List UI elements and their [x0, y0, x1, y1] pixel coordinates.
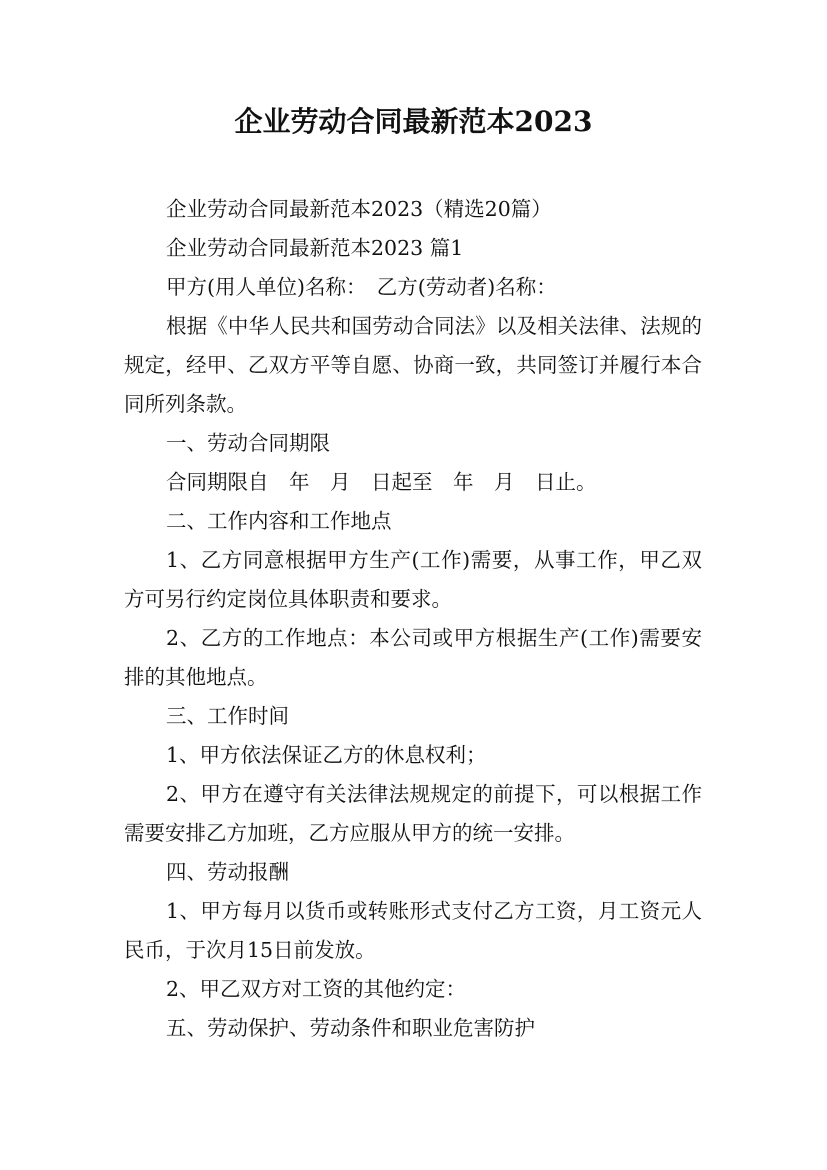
paragraph-party-names: 甲方(用人单位)名称： 乙方(劳动者)名称： [166, 275, 557, 299]
heading-work-time: 三、工作时间 [166, 704, 290, 728]
heading-work-content: 二、工作内容和工作地点 [166, 509, 392, 533]
paragraph-section-heading: 企业劳动合同最新范本2023 篇1 [166, 236, 464, 260]
heading-labor-protection: 五、劳动保护、劳动条件和职业危害防护 [166, 1016, 536, 1040]
paragraph-subtitle: 企业劳动合同最新范本2023（精选20篇） [166, 197, 552, 221]
document-title: 企业劳动合同最新范本2023 [234, 105, 593, 138]
paragraph-work-content-2: 2、乙方的工作地点：本公司或甲方根据生产(工作)需要安排的其他地点。 [124, 626, 702, 689]
paragraph-preamble: 根据《中华人民共和国劳动合同法》以及相关法律、法规的规定，经甲、乙双方平等自愿、协商一致，共同签订并履行本合同所列条款。 [124, 314, 702, 416]
paragraph-contract-term: 合同期限自 年 月 日起至 年 月 日止。 [166, 470, 597, 494]
paragraph-work-time-2: 2、甲方在遵守有关法律法规规定的前提下，可以根据工作需要安排乙方加班，乙方应服从甲方的统一安排。 [124, 782, 702, 845]
paragraph-work-content-1: 1、乙方同意根据甲方生产(工作)需要，从事工作，甲乙双方可另行约定岗位具体职责和要求。 [124, 548, 702, 611]
paragraph-remuneration-2: 2、甲乙双方对工资的其他约定： [166, 977, 467, 1001]
paragraph-work-time-1: 1、甲方依法保证乙方的休息权利； [166, 743, 487, 767]
document-body [124, 190, 702, 1048]
heading-remuneration: 四、劳动报酬 [166, 860, 290, 884]
paragraph-remuneration-1: 1、甲方每月以货币或转账形式支付乙方工资，月工资元人民币，于次月15日前发放。 [124, 899, 702, 962]
heading-contract-term: 一、劳动合同期限 [166, 431, 331, 455]
